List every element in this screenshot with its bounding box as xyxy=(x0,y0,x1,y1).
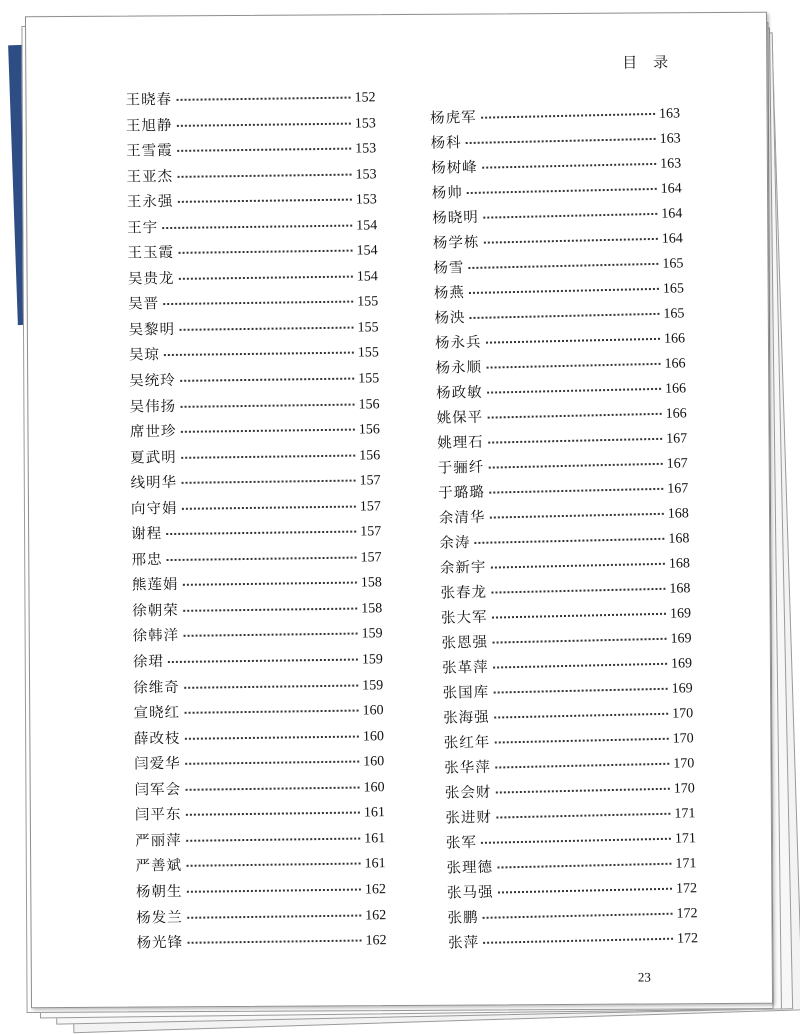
dot-leader xyxy=(495,763,670,769)
toc-entry-page: 153 xyxy=(355,192,377,208)
dot-leader xyxy=(186,863,361,867)
toc-entry-name: 杨燕 xyxy=(433,285,466,302)
toc-entry xyxy=(127,239,377,268)
toc-entry-page: 163 xyxy=(659,131,681,147)
toc-entry-name: 张鹏 xyxy=(447,909,479,927)
toc-entry xyxy=(132,596,382,625)
dot-leader xyxy=(162,224,352,228)
toc-entry-name: 于璐璐 xyxy=(438,484,485,502)
dot-leader xyxy=(177,173,352,177)
toc-entry xyxy=(130,443,380,472)
toc-entry xyxy=(126,162,376,191)
dot-leader xyxy=(185,812,360,816)
toc-entry-name: 夏武明 xyxy=(130,449,177,467)
toc-entry xyxy=(135,852,385,881)
dot-leader xyxy=(483,213,658,219)
toc-entry-name: 张马强 xyxy=(446,884,494,902)
toc-entry-page: 152 xyxy=(354,90,376,106)
toc-entry-name: 张国库 xyxy=(442,684,490,702)
toc-entry-name: 张大军 xyxy=(440,609,488,627)
toc-entry-name: 徐珺 xyxy=(132,654,165,671)
toc-entry-page: 167 xyxy=(667,481,689,497)
dot-leader xyxy=(495,788,670,794)
dot-leader xyxy=(489,513,664,519)
toc-entry-page: 154 xyxy=(356,217,378,234)
toc-entry-page: 171 xyxy=(674,806,696,822)
toc-entry-page: 172 xyxy=(676,931,699,947)
toc-entry xyxy=(135,826,385,855)
toc-entry-name: 张红年 xyxy=(443,734,491,752)
dot-leader xyxy=(483,238,658,244)
toc-entry xyxy=(135,801,385,830)
toc-entry xyxy=(128,315,378,344)
toc-entry-name: 邢忠 xyxy=(131,551,163,569)
dot-leader xyxy=(498,888,673,894)
toc-entry-page: 161 xyxy=(364,856,386,872)
toc-left-column xyxy=(125,85,386,957)
dot-leader xyxy=(490,563,665,569)
toc-entry-name: 杨政敏 xyxy=(435,384,483,402)
toc-entry-page: 162 xyxy=(365,907,387,923)
dot-leader xyxy=(186,888,361,892)
dot-leader xyxy=(183,607,358,611)
toc-entry-page: 169 xyxy=(670,656,693,672)
toc-entry-page: 167 xyxy=(666,456,688,472)
toc-entry-name: 徐朝荣 xyxy=(132,602,179,620)
toc-entry-page: 170 xyxy=(672,731,694,747)
toc-entry xyxy=(131,494,381,523)
toc-entry-name: 杨朝生 xyxy=(135,883,183,901)
toc-entry-page: 159 xyxy=(362,677,384,694)
toc-entry xyxy=(129,392,379,421)
dot-leader xyxy=(494,738,669,744)
dot-leader xyxy=(185,786,360,790)
toc-entry-page: 159 xyxy=(361,626,383,642)
toc-entry-page: 166 xyxy=(664,356,686,372)
toc-right-column xyxy=(430,101,698,956)
dot-leader xyxy=(496,813,671,819)
dot-leader xyxy=(467,188,657,194)
toc-entry-name: 张革萍 xyxy=(441,659,489,677)
toc-entry-name: 姚保平 xyxy=(436,409,484,427)
toc-entry-page: 168 xyxy=(668,556,691,572)
toc-entry-page: 155 xyxy=(358,371,380,387)
toc-entry-page: 166 xyxy=(663,331,686,347)
dot-leader xyxy=(483,913,673,919)
dot-leader xyxy=(493,663,668,669)
toc-entry-page: 155 xyxy=(357,345,379,361)
dot-leader xyxy=(178,275,353,279)
toc-entry-page: 158 xyxy=(361,601,383,617)
toc-entry-name: 吴伟扬 xyxy=(129,398,177,416)
dot-leader xyxy=(486,363,661,369)
dot-leader xyxy=(181,480,356,484)
toc-entry-name: 张萍 xyxy=(447,934,480,952)
toc-entry-name: 杨永顺 xyxy=(435,359,483,377)
toc-entry-name: 谢程 xyxy=(131,526,163,543)
toc-entry-page: 163 xyxy=(660,156,682,172)
toc-entry-page: 156 xyxy=(359,447,381,464)
toc-entry-name: 张进财 xyxy=(445,809,493,827)
toc-entry-page: 159 xyxy=(361,652,383,668)
dot-leader xyxy=(164,352,354,356)
toc-entry-name: 吴晋 xyxy=(128,296,160,313)
toc-entry-page: 153 xyxy=(355,141,377,157)
toc-entry-name: 杨帅 xyxy=(431,185,463,202)
toc-entry xyxy=(129,341,379,370)
dot-leader xyxy=(469,288,659,294)
dot-leader xyxy=(168,659,358,663)
toc-entry-name: 王雪霞 xyxy=(126,143,173,160)
toc-entry-page: 154 xyxy=(356,269,378,285)
toc-entry xyxy=(130,417,380,446)
dot-leader xyxy=(488,463,663,469)
toc-entry xyxy=(125,85,375,114)
toc-entry-page: 169 xyxy=(671,681,693,697)
toc-entry-page: 158 xyxy=(360,575,382,591)
dot-leader xyxy=(184,735,359,739)
dot-leader xyxy=(180,378,355,382)
toc-entry-page: 157 xyxy=(360,524,382,540)
dot-leader xyxy=(487,413,662,419)
dot-leader xyxy=(488,438,663,444)
toc-entry-page: 167 xyxy=(666,431,688,447)
toc-entry xyxy=(128,264,378,293)
dot-leader xyxy=(187,940,362,944)
toc-entry xyxy=(129,366,379,395)
toc-entry-page: 166 xyxy=(664,381,687,397)
toc-entry-name: 张恩强 xyxy=(441,634,489,652)
toc-entry xyxy=(448,926,698,956)
toc-entry-name: 杨雪 xyxy=(433,260,465,277)
dot-leader xyxy=(176,97,351,101)
toc-entry-name: 于骊纤 xyxy=(437,459,485,477)
toc-entry-page: 172 xyxy=(676,906,698,922)
toc-entry xyxy=(127,213,377,242)
toc-entry-page: 155 xyxy=(357,294,379,310)
toc-entry-name: 杨发兰 xyxy=(136,909,183,926)
toc-entry-name: 王宇 xyxy=(127,219,159,237)
dot-leader xyxy=(466,138,656,144)
toc-entry xyxy=(126,111,376,140)
dot-leader xyxy=(468,263,658,269)
toc-entry-name: 张华萍 xyxy=(444,759,491,777)
dot-leader xyxy=(492,613,667,619)
toc-entry xyxy=(126,136,376,165)
dot-leader xyxy=(179,327,354,331)
toc-entry xyxy=(128,290,378,319)
dot-leader xyxy=(186,837,361,841)
toc-entry-name: 杨泱 xyxy=(434,310,466,327)
dot-leader xyxy=(474,538,664,544)
dot-leader xyxy=(469,313,659,319)
dot-leader xyxy=(185,761,360,765)
toc-entry-name: 余涛 xyxy=(439,535,471,552)
toc-entry xyxy=(136,928,386,957)
toc-entry xyxy=(127,187,377,216)
toc-entry-page: 162 xyxy=(365,933,387,949)
dot-leader xyxy=(183,633,358,637)
toc-entry-name: 杨晓明 xyxy=(432,209,479,227)
toc-entry-name: 杨光锋 xyxy=(136,934,184,952)
toc-entry-page: 157 xyxy=(359,498,381,515)
dot-leader xyxy=(180,403,355,407)
toc-entry-name: 杨永兵 xyxy=(434,334,482,352)
toc-entry-page: 164 xyxy=(661,206,683,222)
toc-entry-name: 熊莲娟 xyxy=(131,577,179,594)
toc-entry-page: 161 xyxy=(363,805,385,821)
toc-entry xyxy=(132,571,382,600)
toc-entry-page: 155 xyxy=(357,320,379,336)
toc-entry xyxy=(134,724,384,753)
toc-entry-page: 168 xyxy=(667,506,689,522)
dot-leader xyxy=(184,710,359,714)
toc-entry-name: 杨树峰 xyxy=(431,159,478,177)
dot-leader xyxy=(176,122,351,126)
toc-entry-page: 160 xyxy=(362,703,384,719)
toc-entry-page: 153 xyxy=(354,115,376,132)
toc-entry-name: 王永强 xyxy=(126,194,174,211)
toc-entry-page: 170 xyxy=(673,781,695,797)
toc-entry-page: 165 xyxy=(663,306,685,322)
toc-entry-page: 172 xyxy=(675,881,698,897)
toc-entry-name: 徐韩洋 xyxy=(132,628,180,645)
toc-entry-page: 160 xyxy=(363,754,385,770)
toc-entry-page: 156 xyxy=(358,396,380,413)
toc-entry-name: 王玉霞 xyxy=(127,245,175,262)
dot-leader xyxy=(492,638,667,644)
dot-leader xyxy=(481,838,671,844)
toc-entry-name: 余清华 xyxy=(438,509,486,527)
toc-entry-name: 张海强 xyxy=(443,709,490,727)
toc-entry-name: 吴琼 xyxy=(128,347,160,364)
toc-entry xyxy=(133,647,383,676)
dot-leader xyxy=(486,338,661,344)
dot-leader xyxy=(177,199,352,203)
dot-leader xyxy=(182,582,357,586)
toc-entry xyxy=(136,903,386,932)
page-number: 23 xyxy=(637,969,651,985)
toc-entry-page: 157 xyxy=(360,550,382,566)
toc-entry-page: 171 xyxy=(674,831,697,847)
dot-leader xyxy=(163,301,353,305)
toc-entry-page: 169 xyxy=(669,606,692,622)
toc-entry-page: 164 xyxy=(661,231,683,247)
dot-leader xyxy=(166,531,356,535)
toc-entry-page: 170 xyxy=(672,706,694,722)
toc-entry xyxy=(134,775,384,804)
toc-entry xyxy=(133,673,383,702)
toc-entry-name: 王晓春 xyxy=(125,91,173,109)
toc-page xyxy=(25,12,773,1009)
toc-entry-name: 张理德 xyxy=(446,859,494,877)
dot-leader xyxy=(481,113,656,119)
toc-entry-page: 170 xyxy=(673,756,695,772)
toc-entry-page: 157 xyxy=(359,473,381,489)
toc-entry-page: 161 xyxy=(364,831,386,847)
dot-leader xyxy=(483,938,673,944)
toc-entry-page: 169 xyxy=(670,631,692,647)
dot-leader xyxy=(487,388,662,394)
toc-entry-name: 向守娟 xyxy=(130,500,178,518)
dot-leader xyxy=(180,429,355,433)
toc-entry-page: 163 xyxy=(658,106,681,122)
toc-entry-name: 张春龙 xyxy=(440,584,488,602)
dot-leader xyxy=(178,250,353,254)
toc-entry-name: 吴统玲 xyxy=(129,372,176,390)
toc-entry-page: 165 xyxy=(662,281,685,297)
toc-entry-name: 闫军会 xyxy=(134,781,182,799)
toc-entry xyxy=(132,622,382,651)
toc-entry-page: 166 xyxy=(665,406,687,422)
toc-entry-name: 席世珍 xyxy=(129,424,177,441)
toc-entry xyxy=(136,877,386,906)
dot-leader xyxy=(482,163,657,169)
toc-entry-page: 164 xyxy=(660,181,682,197)
toc-entry-name: 余新宇 xyxy=(439,559,487,577)
toc-entry-name: 杨科 xyxy=(430,135,462,152)
toc-entry xyxy=(131,520,381,549)
toc-entry-page: 168 xyxy=(669,581,691,597)
toc-entry-page: 156 xyxy=(358,422,380,438)
toc-entry-name: 姚理石 xyxy=(437,434,484,452)
toc-entry-page: 162 xyxy=(364,882,386,898)
dot-leader xyxy=(187,914,362,918)
dot-leader xyxy=(177,148,352,152)
toc-entry xyxy=(134,749,384,778)
toc-entry-name: 杨学栋 xyxy=(432,234,480,252)
toc-entry-name: 王亚杰 xyxy=(126,168,174,186)
toc-entry-name: 杨虎军 xyxy=(429,109,477,127)
toc-entry-page: 165 xyxy=(662,256,684,272)
dot-leader xyxy=(491,588,666,594)
page-header-title: 目录 xyxy=(622,53,685,72)
toc-entry-name: 闫爱华 xyxy=(134,756,181,773)
toc-entry-name: 薛改枝 xyxy=(133,730,181,748)
toc-entry-name: 吴贵龙 xyxy=(127,270,175,288)
dot-leader xyxy=(493,688,668,694)
toc-entry-page: 154 xyxy=(356,243,378,259)
toc-entry xyxy=(131,545,381,574)
toc-entry-page: 168 xyxy=(668,531,690,547)
toc-entry-name: 徐维奇 xyxy=(133,679,180,697)
toc-entry xyxy=(133,698,383,727)
toc-entry-name: 闫平东 xyxy=(134,807,182,824)
toc-entry-name: 张军 xyxy=(445,834,478,852)
toc-entry-name: 线明华 xyxy=(130,475,178,492)
toc-entry-page: 160 xyxy=(363,779,385,796)
dot-leader xyxy=(167,556,357,560)
dot-leader xyxy=(489,488,664,494)
toc-entry-page: 153 xyxy=(355,166,377,183)
dot-leader xyxy=(181,454,356,458)
toc-entry-name: 宣晓红 xyxy=(133,705,181,722)
toc-entry-page: 160 xyxy=(362,728,384,745)
dot-leader xyxy=(181,505,356,509)
toc-entry-name: 张会财 xyxy=(444,784,492,802)
dot-leader xyxy=(497,863,672,869)
dot-leader xyxy=(184,684,359,688)
dot-leader xyxy=(494,713,669,719)
toc-entry-name: 王旭静 xyxy=(125,117,173,135)
toc-entry xyxy=(130,468,380,497)
toc-entry-name: 严丽萍 xyxy=(135,832,182,850)
toc-entry-name: 严善斌 xyxy=(135,858,183,875)
toc-entry-name: 吴黎明 xyxy=(128,321,176,339)
toc-entry-page: 171 xyxy=(675,856,697,872)
